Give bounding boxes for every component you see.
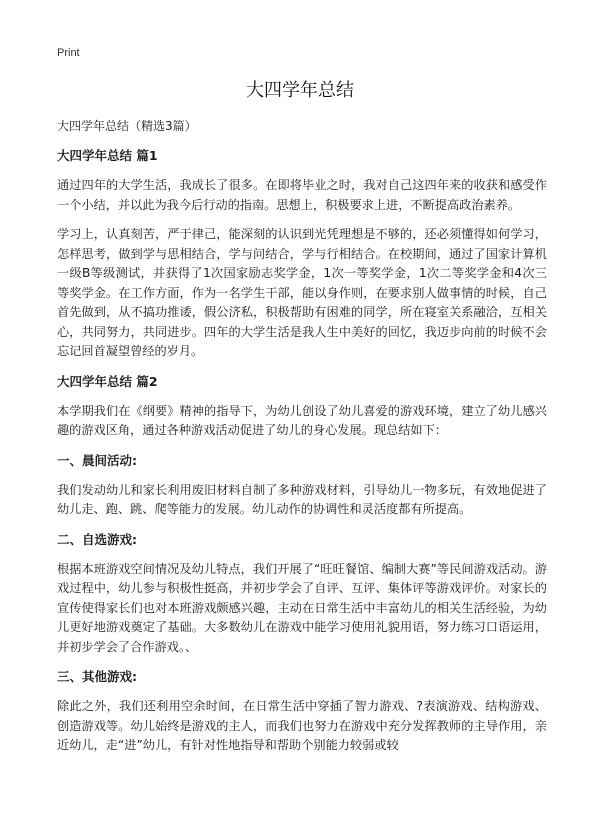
paragraph: 学习上，认真刻苦，严于律己，能深刻的认识到光凭理想是不够的，还必须懂得如何学习，怎样思考，做到学与思相结合，学与问结合，学与行相结合。在校期间，通过了国家计算机一级B等级测试，并获得了1次国家励志奖学金，1次一等奖学金，1次二等奖学金和4次三等奖学金。在工作方面，作为一名学生干部，能以身作则，在要求别人做事情的时候，自己首先做到，从不搞功推诿，假公济私，积极帮助有困难的同学，所在寝室关系融洽，互相关心，共同努力，共同进步。四年的大学生活是我人生中美好的回忆，我迈步向前的时候不会忘记回首凝望曾经的岁月。 [57, 227, 547, 358]
paragraph: 通过四年的大学生活，我成长了很多。在即将毕业之时，我对自己这四年来的收获和感受作一个小结，并以此为我今后行动的指南。思想上，积极要求上进，不断提高政治素养。 [57, 178, 547, 212]
document-subtitle: 大四学年总结（精选3篇） [57, 119, 197, 133]
document-title: 大四学年总结 [246, 80, 354, 101]
section-heading: 二、自选游戏: [57, 531, 137, 547]
section-heading: 大四学年总结 篇1 [57, 148, 158, 163]
paragraph: 我们发动幼儿和家长利用废旧材料自制了多种游戏材料，引导幼儿一物多玩，有效地促进了幼儿走、跑、跳、爬等能力的发展。幼儿动作的协调性和灵活度都有所提高。 [57, 482, 547, 516]
section-heading: 大四学年总结 篇2 [57, 373, 158, 389]
paragraph: 除此之外，我们还利用空余时间，在日常生活中穿插了智力游戏、?表演游戏、结构游戏、创造游戏等。幼儿始终是游戏的主人，而我们也努力在游戏中充分发挥教师的主导作用，亲近幼儿，走“进”幼儿，有针对性地指导和帮助个别能力较弱或较 [57, 699, 547, 752]
document-body [57, 116, 547, 766]
section-heading: 三、其他游戏: [57, 669, 137, 684]
section-heading: 一、晨间活动: [57, 452, 137, 468]
print-label: Print [57, 47, 80, 59]
paragraph: 根据本班游戏空间情况及幼儿特点，我们开展了“旺旺餐馆、编制大赛”等民间游戏活动。游戏过程中，幼儿参与积极性挺高，并初步学会了自评、互评、集体评等游戏评价。对家长的宣传使得家长们也对本班游戏颇感兴趣，主动在日常生活中丰富幼儿的相关生活经验，为幼儿更好地游戏奠定了基础。大多数幼儿在游戏中能学习使用礼貌用语，努力练习口语运用，并初步学会了合作游戏。、 [57, 561, 547, 654]
paragraph: 本学期我们在《纲要》精神的指导下，为幼儿创设了幼儿喜爱的游戏环境，建立了幼儿感兴趣的游戏区角，通过各种游戏活动促进了幼儿的身心发展。现总结如下： [57, 403, 547, 437]
